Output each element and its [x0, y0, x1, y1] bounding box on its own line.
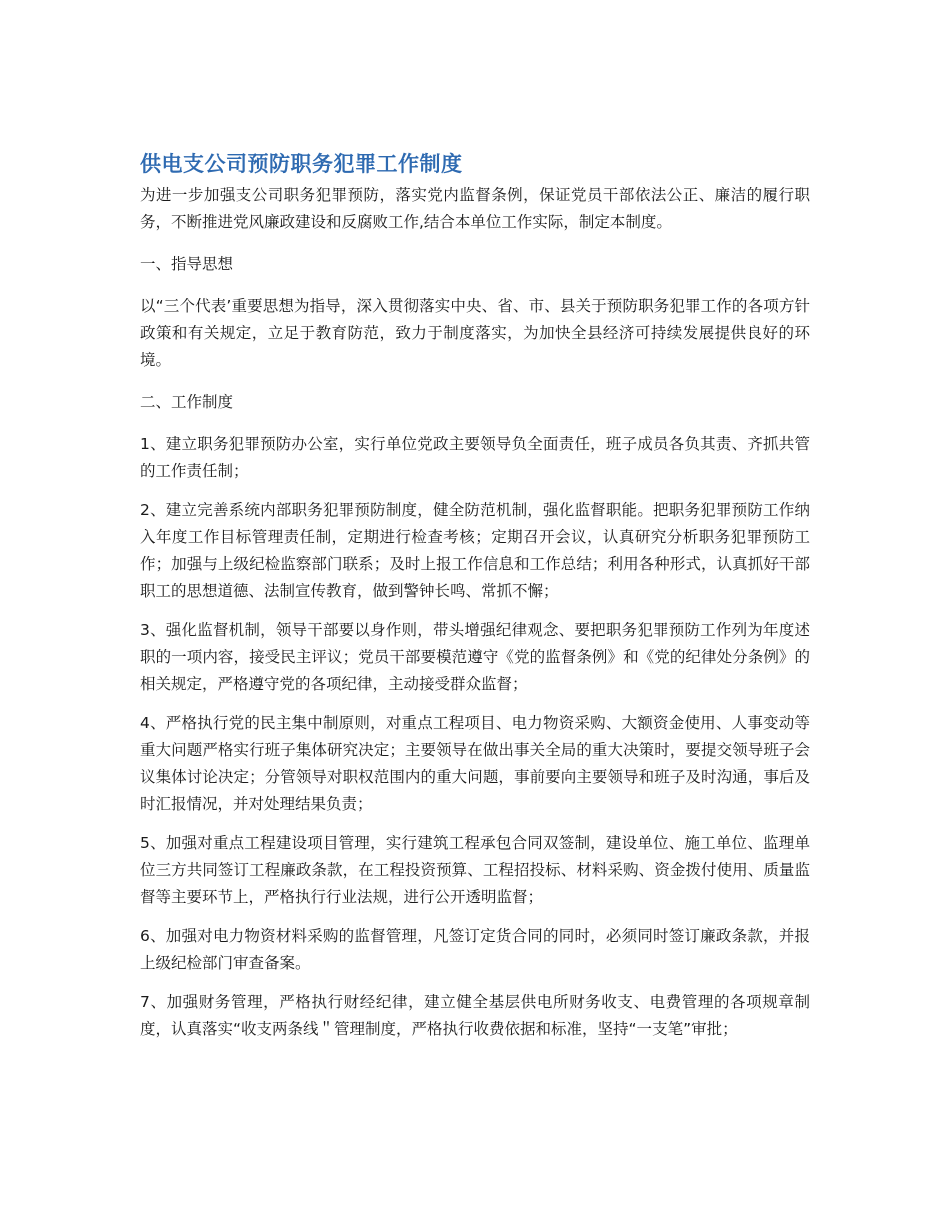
list-item: 1、建立职务犯罪预防办公室，实行单位党政主要领导负全面责任，班子成员各负其责、齐抓共管的工作责任制；: [140, 435, 810, 480]
list-item: 4、严格执行党的民主集中制原则，对重点工程项目、电力物资采购、大额资金使用、人事变动等重大问题严格实行班子集体研究决定；主要领导在做出事关全局的重大决策时，要提交领导班子会议集体讨论决定；分管领导对职权范围内的重大问题，事前要向主要领导和班子及时沟通，事后及时汇报情况，并对处理结果负责；: [140, 714, 810, 813]
list-item: 6、加强对电力物资材料采购的监督管理，凡签订定货合同的同时，必须同时签订廉政条款，并报上级纪检部门审查备案。: [140, 927, 810, 972]
intro-paragraph: 为进一步加强支公司职务犯罪预防，落实党内监督条例，保证党员干部依法公正、廉洁的履行职务，不断推进党风廉政建设和反腐败工作,结合本单位工作实际，制定本制度。: [140, 186, 810, 231]
section-heading-work-system: 二、工作制度: [140, 393, 234, 411]
list-item: 7、加强财务管理，严格执行财经纪律，建立健全基层供电所财务收支、电费管理的各项规章制度，认真落实“收支两条线＂管理制度，严格执行收费依据和标准，坚持“一支笔”审批；: [140, 993, 810, 1038]
list-item: 5、加强对重点工程建设项目管理，实行建筑工程承包合同双签制，建设单位、施工单位、监理单位三方共同签订工程廉政条款，在工程投资预算、工程招投标、材料采购、资金拨付使用、质量监督等主要环节上，严格执行行业法规，进行公开透明监督；: [140, 834, 810, 906]
section-heading-guiding-ideology: 一、指导思想: [140, 255, 234, 273]
document-page: [140, 148, 810, 1055]
list-item: 3、强化监督机制，领导干部要以身作则，带头增强纪律观念、要把职务犯罪预防工作列为年度述职的一项内容，接受民主评议；党员干部要模范遵守《党的监督条例》和《党的纪律处分条例》的相关规定，严格遵守党的各项纪律，主动接受群众监督；: [140, 621, 810, 693]
list-item: 2、建立完善系统内部职务犯罪预防制度，健全防范机制，强化监督职能。把职务犯罪预防工作纳入年度工作目标管理责任制，定期进行检查考核；定期召开会议，认真研究分析职务犯罪预防工作；加强与上级纪检监察部门联系；及时上报工作信息和工作总结；利用各种形式，认真抓好干部职工的思想道德、法制宣传教育，做到警钟长鸣、常抓不懈；: [140, 501, 810, 600]
document-title: 供电支公司预防职务犯罪工作制度: [140, 152, 463, 176]
section-paragraph-guiding-ideology: 以“三个代表’重要思想为指导，深入贯彻落实中央、省、市、县关于预防职务犯罪工作的各项方针政策和有关规定，立足于教育防范，致力于制度落实，为加快全县经济可持续发展提供良好的环境。: [140, 297, 810, 369]
